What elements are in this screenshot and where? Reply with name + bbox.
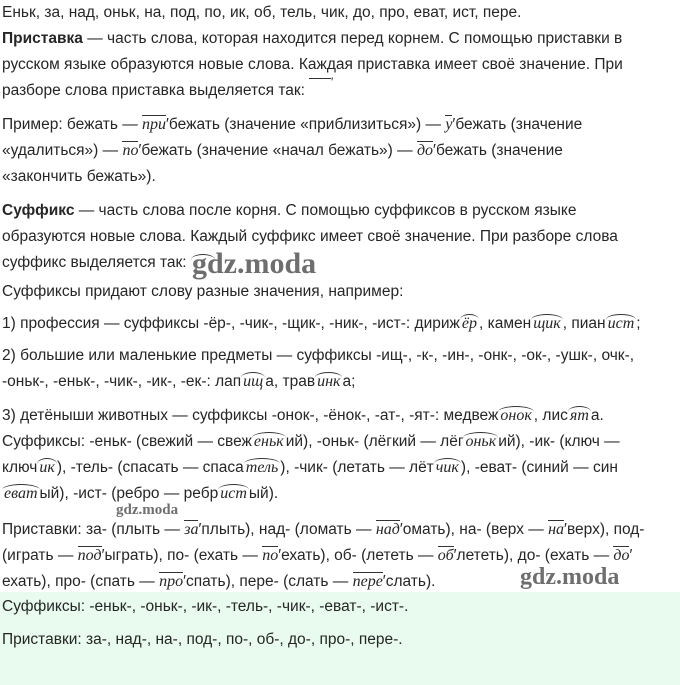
- suffix-def-text-a: — часть слова после корня. С помощью суффиксов в русском языке: [74, 202, 577, 219]
- suffix-mark: инк: [317, 373, 341, 390]
- prefix-def-text-c: разборе слова приставка выделяется так:: [2, 82, 310, 99]
- prefix-mark: при: [142, 116, 167, 133]
- example-intro: Пример: бежать —: [2, 116, 143, 133]
- item-text: -оньк-, -еньк-, -чик-, -ик-, -ек-: лап: [2, 373, 242, 390]
- item-text: , камен: [479, 315, 532, 332]
- answer-suffixes: Суффиксы: -еньк-, -оньк-, -ик-, -тель-, -чик-, -еват-, -ист-.: [2, 598, 409, 615]
- prefix-mark: об: [437, 547, 454, 564]
- suffix-mark: ят: [569, 407, 589, 424]
- prefix-example-text: омать), на- (верх —: [402, 521, 549, 538]
- suffix-mark: ищ: [243, 373, 264, 390]
- prefix-mark: над: [375, 521, 400, 538]
- item-text: 2) большие или маленькие предметы — суффиксы -ищ-, -к-, -ин-, -онк-, -ок-, -ушк-, очк-,: [2, 347, 635, 364]
- suffix-mark: ёр: [461, 315, 477, 332]
- suffix-mark: щик: [533, 315, 561, 332]
- prefix-mark: пере: [352, 573, 383, 590]
- suffix-mark: чик: [435, 459, 459, 476]
- suffix-example-text: Суффиксы: -еньк- (свежий — свеж: [2, 433, 252, 450]
- prefix-example-text: верх), под-: [566, 521, 645, 538]
- suffix-def-text-c: суффикс выделяется так:: [2, 254, 191, 271]
- suffix-mark: тель: [245, 459, 279, 476]
- suffix-item-3: [0, 403, 680, 507]
- prefix-example: Пример: бежать — при′бежать (значение «приблизиться») — у′бежать (значение «удалиться») — по′бежать (значение «начал бежать») — до′бежать (значение «закончить бежать»).: [2, 116, 583, 185]
- prefix-def-text-b: русском языке образуются новые слова. Каждая приставка имеет своё значение. При: [2, 56, 623, 73]
- prefix-mark: под: [77, 547, 102, 564]
- suffix-definition: [0, 198, 680, 276]
- prefix-example-text: плыть), над- (ломать —: [201, 521, 376, 538]
- suffix-mark: еват: [4, 485, 38, 502]
- item-text: 1) профессия — суффиксы -ёр-, -чик-, -щик-, -ник-, -ист-: дириж: [2, 315, 460, 332]
- suffix-item-1: [0, 311, 680, 337]
- item-text: , пиан: [562, 315, 606, 332]
- prefix-example-text: спать), пере- (слать —: [185, 573, 353, 590]
- example-word: бежать (значение «начал бежать») —: [141, 142, 417, 159]
- suffix-mark: еньк: [253, 433, 284, 450]
- prefix-definition: [0, 26, 680, 104]
- prefix-mark: у: [445, 116, 453, 133]
- prefix-example-text: ехать), об- (лететь —: [281, 547, 438, 564]
- item-text: а, трав: [265, 373, 316, 390]
- suffix-meanings-intro: [0, 279, 680, 305]
- answer-words-text: Еньк, за, над, оньк, на, под, по, ик, об, тель, чик, до, про, еват, ист, пере.: [2, 4, 522, 21]
- suffix-example-text: ий), -ик- (ключ —: [498, 433, 620, 450]
- suffix-example-text: ), -чик- (летать — лёт: [280, 459, 434, 476]
- prefix-example-text: слать).: [385, 573, 436, 590]
- item-text: а;: [342, 373, 356, 390]
- item-text: 3) детёныши животных — суффиксы -онок-, -ёнок-, -ат-, -ят-: медвеж: [2, 407, 499, 424]
- watermark-logo-large: gdz.moda: [192, 247, 317, 280]
- suffix-term: Суффикс: [2, 202, 75, 219]
- prefix-symbol: ′: [309, 78, 331, 89]
- prefix-mark: по: [262, 547, 279, 564]
- watermark-logo-small: gdz.moda: [116, 502, 179, 518]
- suffix-symbol: [191, 254, 215, 263]
- answer-words-line: [0, 0, 680, 26]
- example-word: бежать (значение: [435, 142, 563, 159]
- prefix-mark: до: [416, 142, 434, 159]
- prefix-example-text: (играть —: [2, 547, 78, 564]
- watermark-logo-large: gdz.moda: [520, 564, 620, 590]
- prefix-mark: за: [184, 521, 199, 538]
- suffix-example-text: ий), -оньк- (лёгкий — лёг: [285, 433, 464, 450]
- suffix-example-text: ), -тель- (спасать — спаса: [56, 459, 244, 476]
- suffix-mark: ист: [220, 485, 247, 502]
- answer-box: [0, 592, 680, 685]
- meanings-intro-text: Суффиксы придают слову разные значения, например:: [2, 283, 404, 300]
- example-word: бежать (значение «приблизиться») —: [168, 116, 446, 133]
- example-word: «закончить бежать»).: [2, 168, 156, 185]
- prefix-term: Приставка: [2, 30, 83, 47]
- suffix-item-2: [0, 343, 680, 395]
- suffix-example-text: ключ: [2, 459, 38, 476]
- suffix-example-text: ый).: [248, 485, 279, 502]
- suffix-mark: оньк: [465, 433, 497, 450]
- example-word: «удалиться») —: [2, 142, 123, 159]
- answer-prefixes: Приставки: за-, над-, на-, под-, по-, об-, до-, про-, пере-.: [2, 631, 403, 648]
- suffix-mark: ист: [607, 315, 635, 332]
- suffix-mark: ик: [39, 459, 55, 476]
- prefix-example-text: Приставки: за- (плыть —: [2, 521, 185, 538]
- prefix-example-text: лететь), до- (ехать —: [456, 547, 614, 564]
- prefix-mark: про: [159, 573, 184, 590]
- prefix-def-text-a: — часть слова, которая находится перед корнем. С помощью приставки в: [82, 30, 623, 47]
- item-text: , лис: [533, 407, 568, 424]
- prefix-mark: по: [122, 142, 139, 159]
- prefix-example-text: ыграть), по- (ехать —: [104, 547, 263, 564]
- prefix-mark: до: [613, 547, 630, 564]
- example-word: бежать (значение: [455, 116, 583, 133]
- suffix-example-text: ), -еват- (синий — син: [460, 459, 618, 476]
- suffix-example-text: ый), -ист- (ребро — ребр: [39, 485, 219, 502]
- prefix-mark: на: [548, 521, 565, 538]
- item-text: а.: [590, 407, 604, 424]
- item-text: ;: [636, 315, 641, 332]
- prefix-example-text: ехать), про- (спать —: [2, 573, 160, 590]
- suffix-mark: онок: [500, 407, 532, 424]
- suffix-def-text-b: образуются новые слова. Каждый суффикс имеет своё значение. При разборе слова: [2, 228, 618, 245]
- prefix-examples: Приставки: за- (плыть — за′плыть), над- (ломать — над′омать), на- (верх — на′верх), под- (играть — под′ыграть), по- (ехать — по′ехать), об- (лететь — об′лететь), до- (ехать — до′ ехать), про- (спать — про′спать), пере- (слать — пере′слать).: [2, 521, 645, 590]
